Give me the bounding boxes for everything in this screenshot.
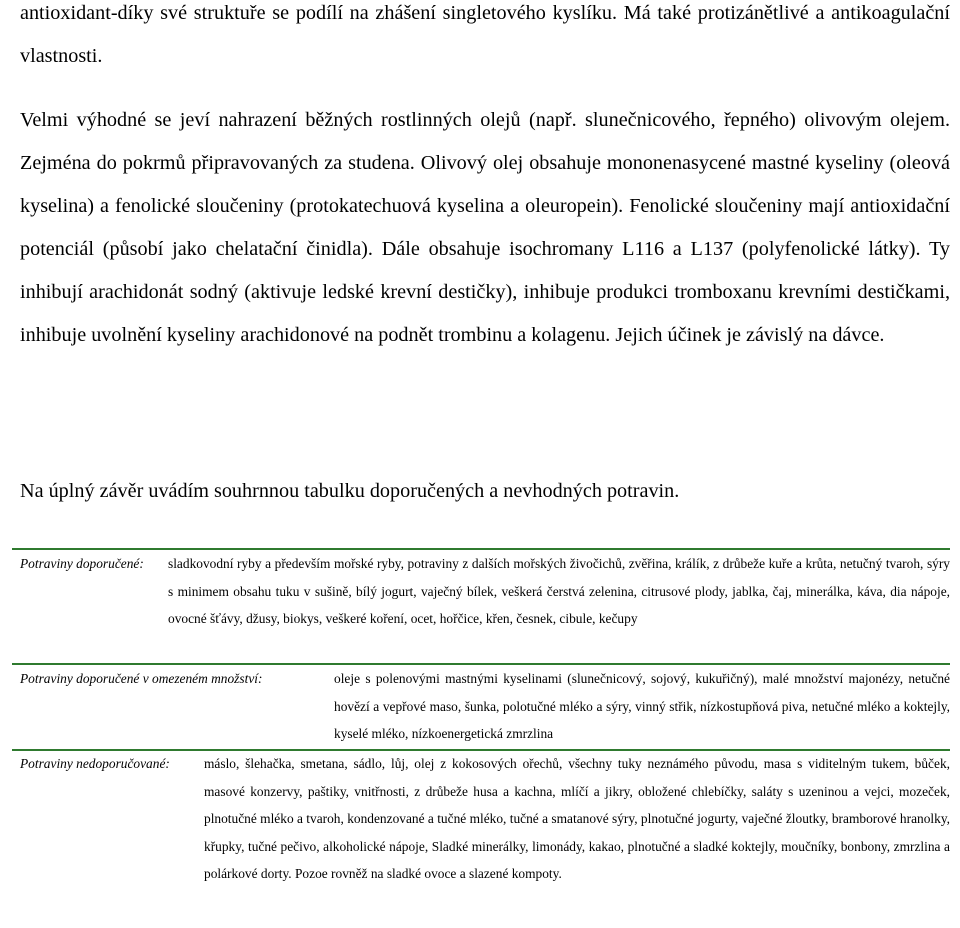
row-label-recommended: Potraviny doporučené: xyxy=(20,556,144,571)
paragraph-3: Na úplný závěr uvádím souhrnnou tabulku doporučených a nevhodných potravin. xyxy=(20,480,680,502)
row-text-limited: oleje s polenovými mastnými kyselinami (slunečnicový, sojový, kukuřičný), malé množství majonézy, netučné hovězí a vepřové maso, šunka, polotučné mléko a sýry, vinný střik, nízkostupňová piva, netučné mléko a koktejly, kyselé mléko, nízkoenergetická zmrzlina xyxy=(334,671,950,741)
row-label-limited: Potraviny doporučené v omezeném množství: xyxy=(20,671,263,686)
paragraph-2: Velmi výhodné se jeví nahrazení běžných rostlinných olejů (např. slunečnicového, řepného) olivovým olejem. Zejména do pokrmů připravovaných za studena. Olivový olej obsahuje mononenasycené mastné kyseliny (oleová kyselina) a fenolické sloučeniny (protokatechuová kyselina a oleuropein). Fenolické sloučeniny mají antioxidační potenciál (působí jako chelatační činidla). Dále obsahuje isochromany L116 a L137 (polyfenolické látky). Ty inhibují arachidonát sodný (aktivuje ledské krevní destičky), inhibuje produkci tromboxanu krevními destičkami, inhibuje uvolnění kyseliny arachidonové na podnět trombinu a kolagenu. Jejich účinek je závislý na dávce. xyxy=(20,109,950,346)
paragraph-1: antioxidant-díky své struktuře se podílí na zhášení singletového kyslíku. Má také protizánětlivé a antikoagulační vlastnosti. xyxy=(20,2,950,67)
row-label-not-recommended: Potraviny nedoporučované: xyxy=(20,756,170,771)
row-text-recommended: sladkovodní ryby a především mořské ryby, potraviny z dalších mořských živočichů, zvěřina, králík, z drůbeže kuře a krůta, netučný tvaroh, sýry s minimem obsahu tuku v sušině, bílý jogurt, vaječný bílek, veškerá čerstvá zelenina, citrusové plody, jablka, čaj, minerálka, káva, dia nápoje, ovocné šťávy, džusy, biokys, veškeré koření, ocet, hořčice, křen, česnek, cibule, kečupy xyxy=(168,556,950,626)
row-text-not-recommended: máslo, šlehačka, smetana, sádlo, lůj, olej z kokosových ořechů, všechny tuky neznámého původu, masa s viditelným tukem, bůček, masové konzervy, paštiky, vnitřnosti, z drůbeže husa a kachna, mlíčí a jikry, obložené chlebíčky, saláty s uzeninou a vejci, mozeček, plnotučné mléko a tvaroh, kondenzované a tučné mléko, tučné a smatanové sýry, plnotučné jogurty, vaječné žloutky, bramborové hranolky, křupky, tučné pečivo, alkoholické nápoje, Sladké minerálky, limonády, kakao, plnotučné a sladké koktejly, moučníky, bonbony, zmrzlina a polárkové dorty. Pozoe rovněž na sladké ovoce a slazené kompoty. xyxy=(204,756,950,881)
